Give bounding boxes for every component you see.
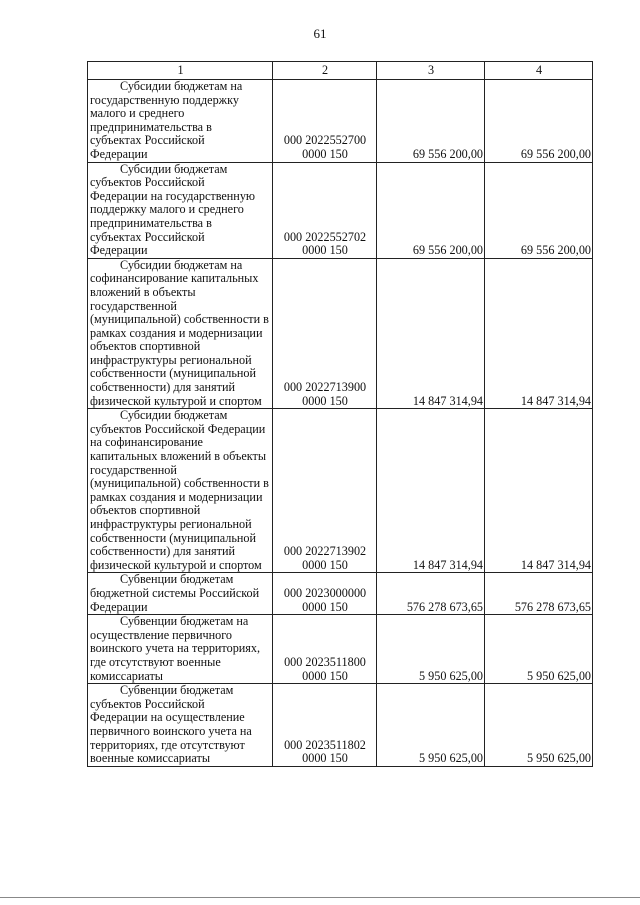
- row-name-line: Субсидии бюджетам на: [120, 257, 243, 272]
- row-name-line: вложений в объекты: [90, 284, 196, 299]
- column-header-4: 4: [485, 62, 593, 80]
- table-row: [88, 80, 593, 163]
- row-name-line: Субвенции бюджетам: [120, 683, 234, 698]
- row-name-line: военные комиссариаты: [90, 751, 211, 766]
- row-code-line: 000 2023000000: [283, 585, 367, 600]
- table-row: [88, 409, 593, 573]
- row-name-cell: [88, 573, 273, 615]
- row-code-cell: [273, 80, 377, 163]
- row-amount-col3: 14 847 314,94: [377, 409, 485, 573]
- row-code-line: 0000 150: [302, 599, 348, 614]
- row-name-cell: [88, 162, 273, 258]
- row-code-cell: [273, 615, 377, 684]
- row-amount-col4: 576 278 673,65: [485, 573, 593, 615]
- column-header-3: 3: [377, 62, 485, 80]
- row-amount-col4: 5 950 625,00: [485, 615, 593, 684]
- row-name-line: физической культурой и спортом: [90, 557, 262, 572]
- column-header-1: 1: [88, 62, 273, 80]
- row-name-line: Субсидии бюджетам: [120, 161, 228, 176]
- row-amount-col4: 69 556 200,00: [485, 80, 593, 163]
- row-name-line: субъектах Российской: [90, 133, 205, 148]
- row-amount-col4: 14 847 314,94: [485, 409, 593, 573]
- row-amount-col3: 576 278 673,65: [377, 573, 485, 615]
- row-name-line: капитальных вложений в объекты: [90, 449, 267, 464]
- page-number: 61: [313, 26, 327, 41]
- row-name-line: малого и среднего: [90, 106, 185, 121]
- row-name-line: Федерации на осуществление: [90, 710, 245, 725]
- row-name-line: (муниципальной) собственности в: [90, 476, 269, 491]
- row-name-line: физической культурой и спортом: [90, 393, 262, 408]
- row-code-line: 000 2022713900: [283, 380, 367, 395]
- row-name-line: территориях, где отсутствуют: [90, 737, 245, 752]
- row-name-cell: [88, 615, 273, 684]
- row-name-line: субъектов Российской: [90, 696, 205, 711]
- row-code-line: 0000 150: [302, 751, 348, 766]
- table-row: [88, 258, 593, 409]
- row-name-cell: [88, 409, 273, 573]
- row-amount-col4: 69 556 200,00: [485, 162, 593, 258]
- row-name-cell: [88, 684, 273, 767]
- row-name-line: собственности) для занятий: [90, 380, 235, 395]
- row-amount-col3: 5 950 625,00: [377, 684, 485, 767]
- row-name-line: государственную поддержку: [90, 92, 239, 107]
- row-name-line: на софинансирование: [90, 435, 203, 450]
- row-name-line: первичного воинского учета на: [90, 723, 252, 738]
- row-name-line: объектов спортивной: [90, 503, 201, 518]
- row-amount-col4: 5 950 625,00: [485, 684, 593, 767]
- row-name-line: государственной: [90, 298, 177, 313]
- row-amount-col3: 14 847 314,94: [377, 258, 485, 409]
- row-name-line: Федерации: [90, 599, 148, 614]
- row-name-line: объектов спортивной: [90, 339, 201, 354]
- row-name-line: поддержку малого и среднего: [90, 202, 244, 217]
- row-amount-col3: 5 950 625,00: [377, 615, 485, 684]
- row-code-line: 000 2022552702: [283, 229, 367, 244]
- row-code-cell: [273, 684, 377, 767]
- table-row: [88, 684, 593, 767]
- row-name-line: осуществление первичного: [90, 627, 232, 642]
- row-code-cell: [273, 573, 377, 615]
- row-code-line: 0000 150: [302, 668, 348, 683]
- row-name-line: предпринимательства в: [90, 215, 212, 230]
- row-name-line: Субвенции бюджетам на: [120, 614, 249, 629]
- row-name-line: (муниципальной) собственности в: [90, 312, 269, 327]
- row-amount-col3: 69 556 200,00: [377, 80, 485, 163]
- row-code-line: 000 2022713902: [283, 544, 367, 559]
- row-code-line: 000 2022552700: [283, 133, 367, 148]
- row-name-line: собственности) для занятий: [90, 544, 235, 559]
- page-bottom-rule: [0, 897, 640, 898]
- row-code-line: 000 2023511802: [284, 737, 366, 752]
- row-code-cell: [273, 409, 377, 573]
- row-name-line: предпринимательства в: [90, 119, 212, 134]
- row-name-cell: [88, 258, 273, 409]
- row-name-line: где отсутствуют военные: [90, 654, 221, 669]
- row-name-line: субъектах Российской: [90, 229, 205, 244]
- row-code-cell: [273, 162, 377, 258]
- row-name-line: рамках создания и модернизации: [90, 489, 263, 504]
- table-row: [88, 615, 593, 684]
- row-code-line: 0000 150: [302, 557, 348, 572]
- table-row: [88, 573, 593, 615]
- table-header-row: [88, 62, 593, 80]
- row-amount-col4: 14 847 314,94: [485, 258, 593, 409]
- row-name-line: субъектов Российской Федерации: [90, 421, 266, 436]
- row-name-cell: [88, 80, 273, 163]
- row-name-line: инфраструктуры региональной: [90, 352, 252, 367]
- row-name-line: комиссариаты: [90, 668, 163, 683]
- row-name-line: Федерации: [90, 146, 148, 161]
- row-name-line: инфраструктуры региональной: [90, 517, 252, 531]
- table-body: [88, 80, 593, 767]
- row-name-line: бюджетной системы Российской: [90, 585, 260, 600]
- row-code-line: 0000 150: [302, 393, 348, 408]
- row-name-line: воинского учета на территориях,: [90, 641, 261, 656]
- column-header-2: 2: [273, 62, 377, 80]
- row-name-line: Субвенции бюджетам: [120, 572, 234, 587]
- row-name-line: рамках создания и модернизации: [90, 325, 263, 340]
- row-name-line: Субсидии бюджетам: [120, 408, 228, 423]
- row-name-line: субъектов Российской: [90, 175, 205, 190]
- table-row: [88, 162, 593, 258]
- row-code-line: 0000 150: [302, 243, 348, 258]
- row-name-line: Субсидии бюджетам на: [120, 79, 243, 93]
- row-amount-col3: 69 556 200,00: [377, 162, 485, 258]
- row-name-line: государственной: [90, 462, 177, 477]
- row-name-line: Федерации на государственную: [90, 188, 256, 203]
- row-name-line: собственности (муниципальной: [90, 530, 257, 545]
- row-name-line: собственности (муниципальной: [90, 366, 257, 381]
- row-name-line: софинансирование капитальных: [90, 271, 259, 286]
- row-name-line: Федерации: [90, 243, 148, 258]
- budget-table: [87, 61, 593, 767]
- row-code-line: 0000 150: [302, 146, 348, 161]
- row-code-cell: [273, 258, 377, 409]
- row-code-line: 000 2023511800: [284, 654, 366, 669]
